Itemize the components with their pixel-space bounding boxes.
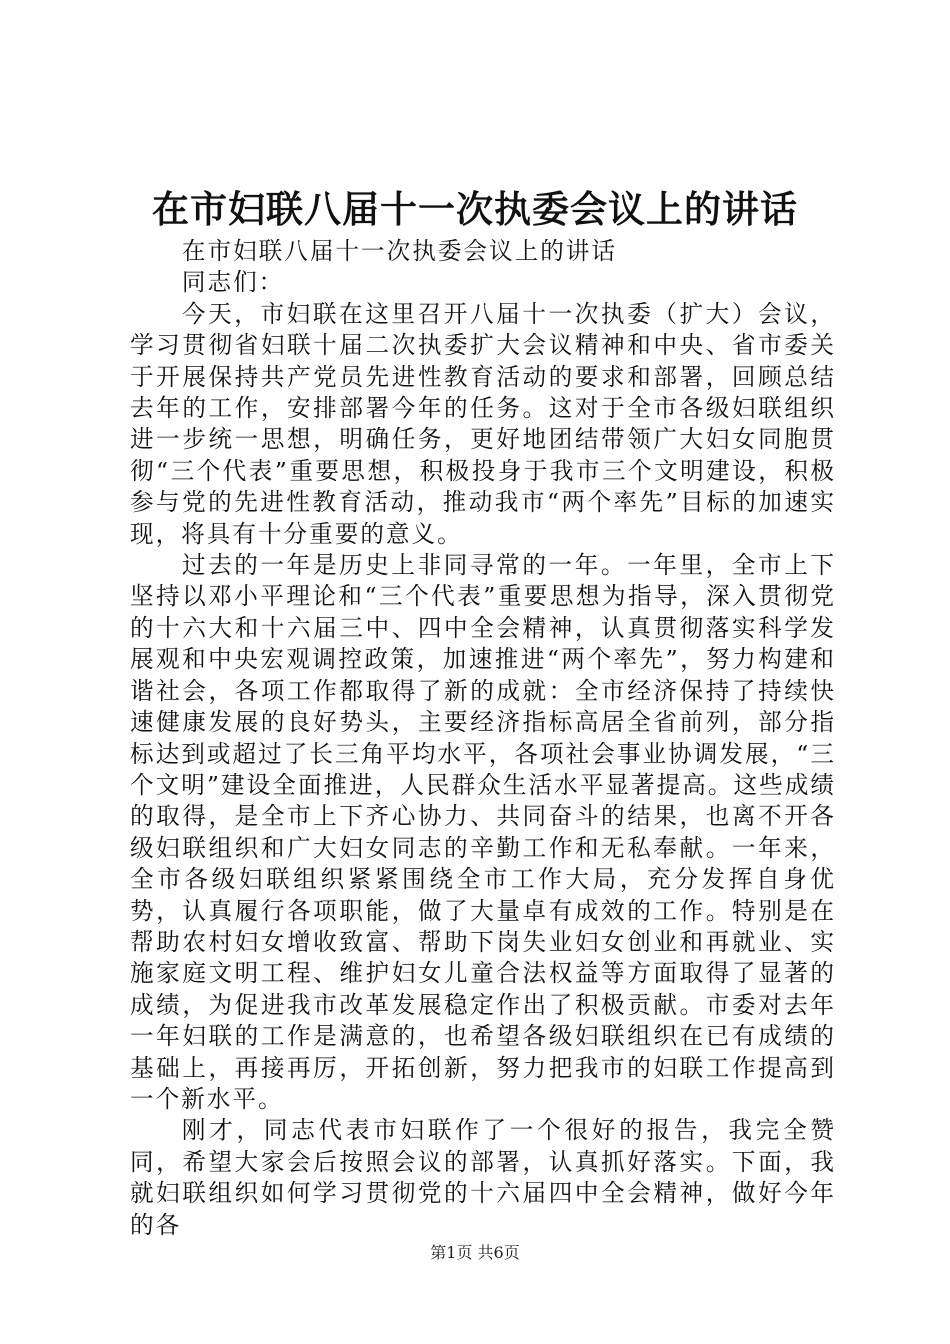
body-paragraph: 过去的一年是历史上非同寻常的一年。一年里，全市上下坚持以邓小平理论和“三个代表”重要思想为指导，深入贯彻党的十六大和十六届三中、四中全会精神，认真贯彻落实科学发展观和中央宏观调控政策，加速推进“两个率先”，努力构建和谐社会，各项工作都取得了新的成就：全市经济保持了持续快速健康发展的良好势头，主要经济指标高居全省前列，部分指标达到或超过了长三角平均水平，各项社会事业协调发展，“三个文明”建设全面推进，人民群众生活水平显著提高。这些成绩的取得，是全市上下齐心协力、共同奋斗的结果，也离不开各级妇联组织和广大妇女同志的辛勤工作和无私奉献。一年来，全市各级妇联组织紧紧围绕全市工作大局，充分发挥自身优势，认真履行各项职能，做了大量卓有成效的工作。特别是在帮助农村妇女增收致富、帮助下岗失业妇女创业和再就业、实施家庭文明工程、维护妇女儿童合法权益等方面取得了显著的成绩，为促进我市改革发展稳定作出了积极贡献。市委对去年一年妇联的工作是满意的，也希望各级妇联组织在已有成绩的基础上，再接再厉，开拓创新，努力把我市的妇联工作提高到一个新水平。 [130, 551, 836, 1113]
document-body [130, 236, 836, 1241]
document-title: 在市妇联八届十一次执委会议上的讲话 [152, 188, 798, 231]
subtitle-paragraph: 在市妇联八届十一次执委会议上的讲话 [181, 237, 617, 265]
body-paragraph: 今天，市妇联在这里召开八届十一次执委（扩大）会议，学习贯彻省妇联十届二次执委扩大会议精神和中央、省市委关于开展保持共产党员先进性教育活动的要求和部署，回顾总结去年的工作，安排部署今年的任务。这对于全市各级妇联组织进一步统一思想，明确任务，更好地团结带领广大妇女同胞贯彻“三个代表”重要思想，积极投身于我市三个文明建设，积极参与党的先进性教育活动，推动我市“两个率先”目标的加速实现，将具有十分重要的意义。 [130, 299, 836, 548]
page-number-footer: 第1页 共6页 [430, 1243, 520, 1262]
body-paragraph: 刚才，同志代表市妇联作了一个很好的报告，我完全赞同，希望大家会后按照会议的部署，认真抓好落实。下面，我就妇联组织如何学习贯彻党的十六届四中全会精神，做好今年的各 [130, 1116, 836, 1239]
salutation-paragraph: 同志们： [181, 268, 285, 297]
